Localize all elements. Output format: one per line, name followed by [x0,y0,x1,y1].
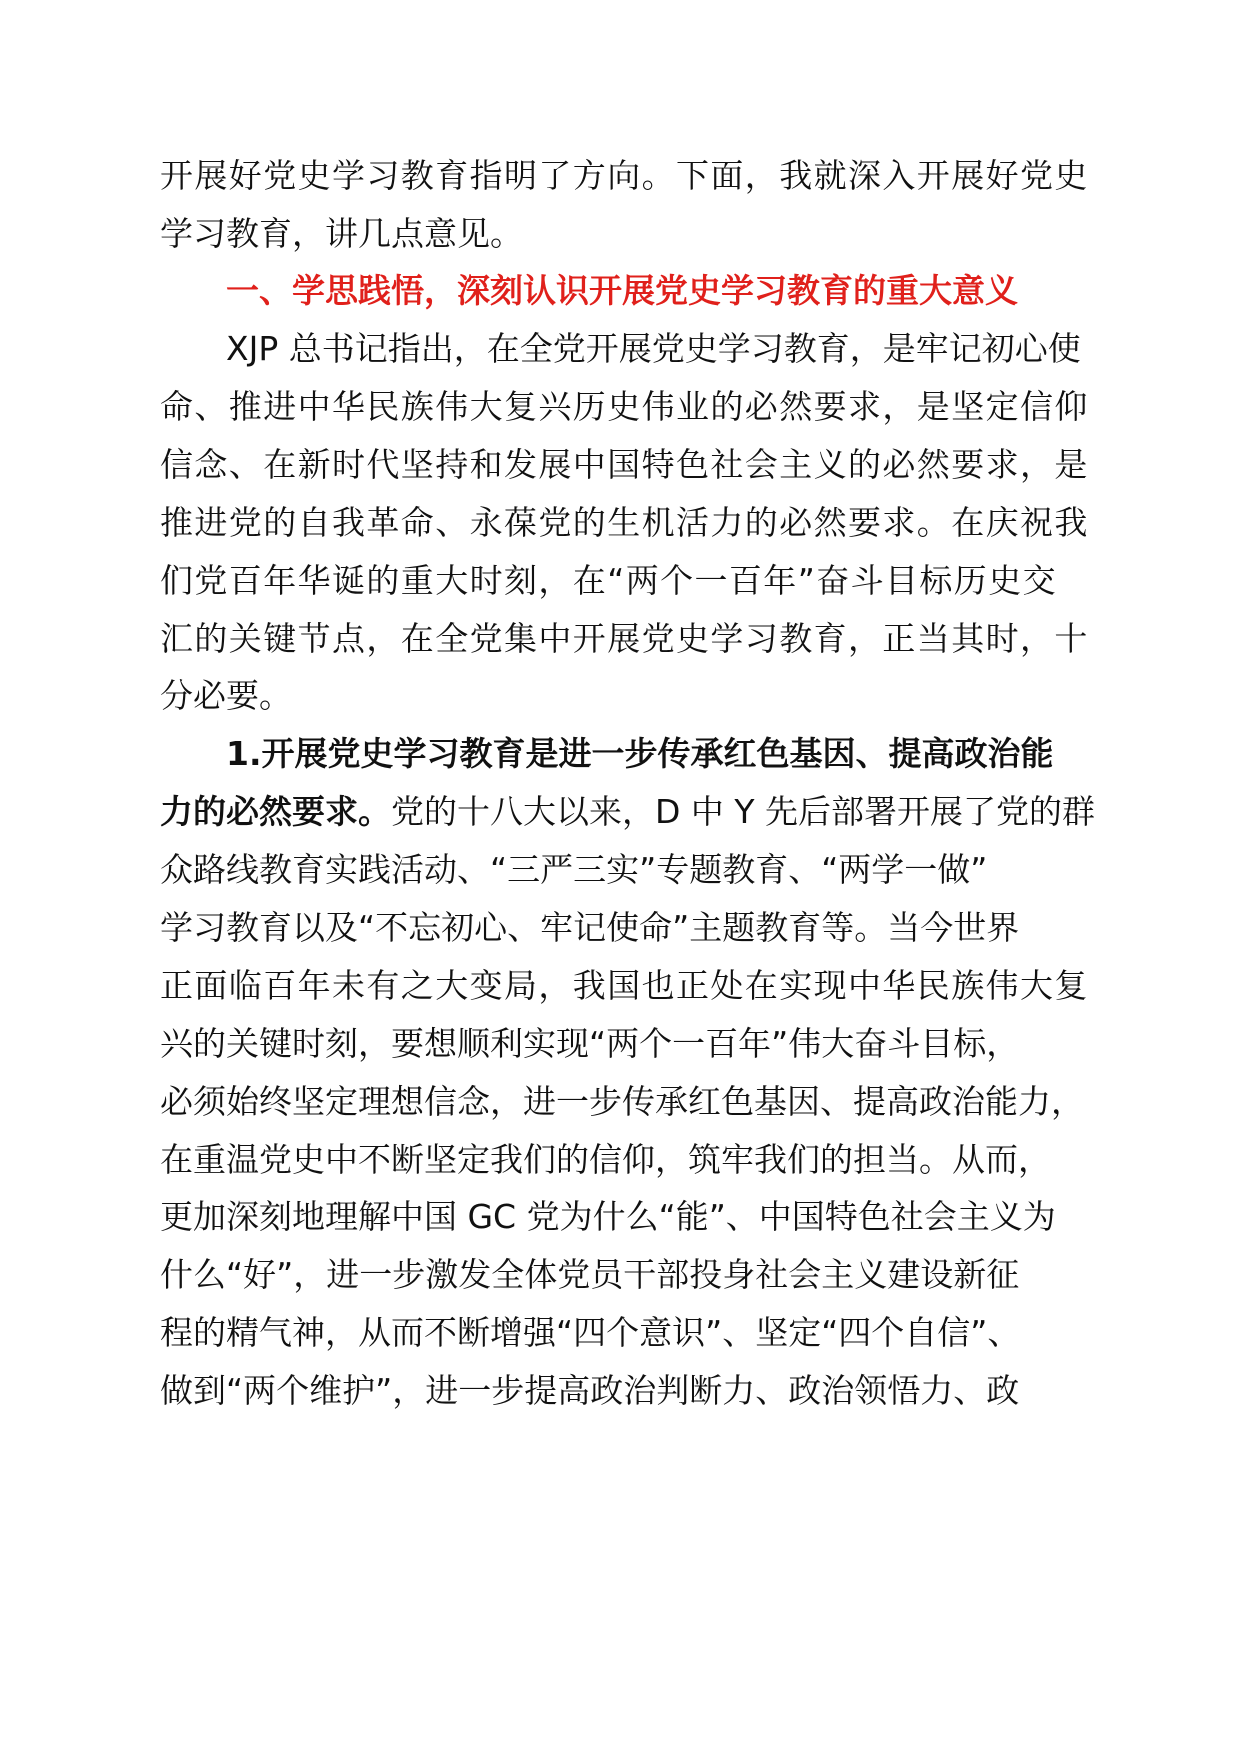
text-line: 正面临百年未有之大变局，我国也正处在实现中华民族伟大复 [160,966,1089,1005]
text-line: 分必要。 [160,676,292,715]
text-line: 命、推进中华民族伟大复兴历史伟业的必然要求，是坚定信仰 [160,387,1089,426]
section-heading: 一、学思践悟，深刻认识开展党史学习教育的重大意义 [226,271,1018,310]
text-line: 汇的关键节点，在全党集中开展党史学习教育，正当其时，十 [160,619,1089,658]
text-line: 信念、在新时代坚持和发展中国特色社会主义的必然要求，是 [160,445,1089,484]
text-line: XJP 总书记指出，在全党开展党史学习教育，是牢记初心使 [226,329,1081,368]
text-line: 众路线教育实践活动、“三严三实”专题教育、“两学一做” [160,850,988,889]
text-line: 在重温党史中不断坚定我们的信仰，筑牢我们的担当。从而， [160,1140,1051,1179]
text-line: 必须始终坚定理想信念，进一步传承红色基因、提高政治能力， [160,1082,1084,1121]
text-segment: 党的十八大以来，D 中 Y 先后部署开展了党的群 [391,792,1096,831]
text-line: 开展好党史学习教育指明了方向。下面，我就深入开展好党史 [160,156,1089,195]
text-line: 兴的关键时刻，要想顺利实现“两个一百年”伟大奋斗目标， [160,1024,1020,1063]
text-line: 学习教育以及“不忘初心、牢记使命”主题教育等。当今世界 [160,908,1020,947]
subheading-end: 力的必然要求。 [160,792,391,831]
text-line: 推进党的自我革命、永葆党的生机活力的必然要求。在庆祝我 [160,503,1089,542]
text-line: 什么“好”，进一步激发全体党员干部投身社会主义建设新征 [160,1255,1020,1294]
text-line: 程的精气神，从而不断增强“四个意识”、坚定“四个自信”、 [160,1313,1021,1352]
text-line: 们党百年华诞的重大时刻，在“两个一百年”奋斗目标历史交 [160,561,1057,600]
text-line: 做到“两个维护”，进一步提高政治判断力、政治领悟力、政 [160,1371,1020,1410]
text-line: 更加深刻地理解中国 GC 党为什么“能”、中国特色社会主义为 [160,1197,1056,1236]
text-line [160,789,1095,835]
subheading: 1.开展党史学习教育是进一步传承红色基因、提高政治能 [226,734,1054,773]
text-line: 学习教育，讲几点意见。 [160,214,523,253]
